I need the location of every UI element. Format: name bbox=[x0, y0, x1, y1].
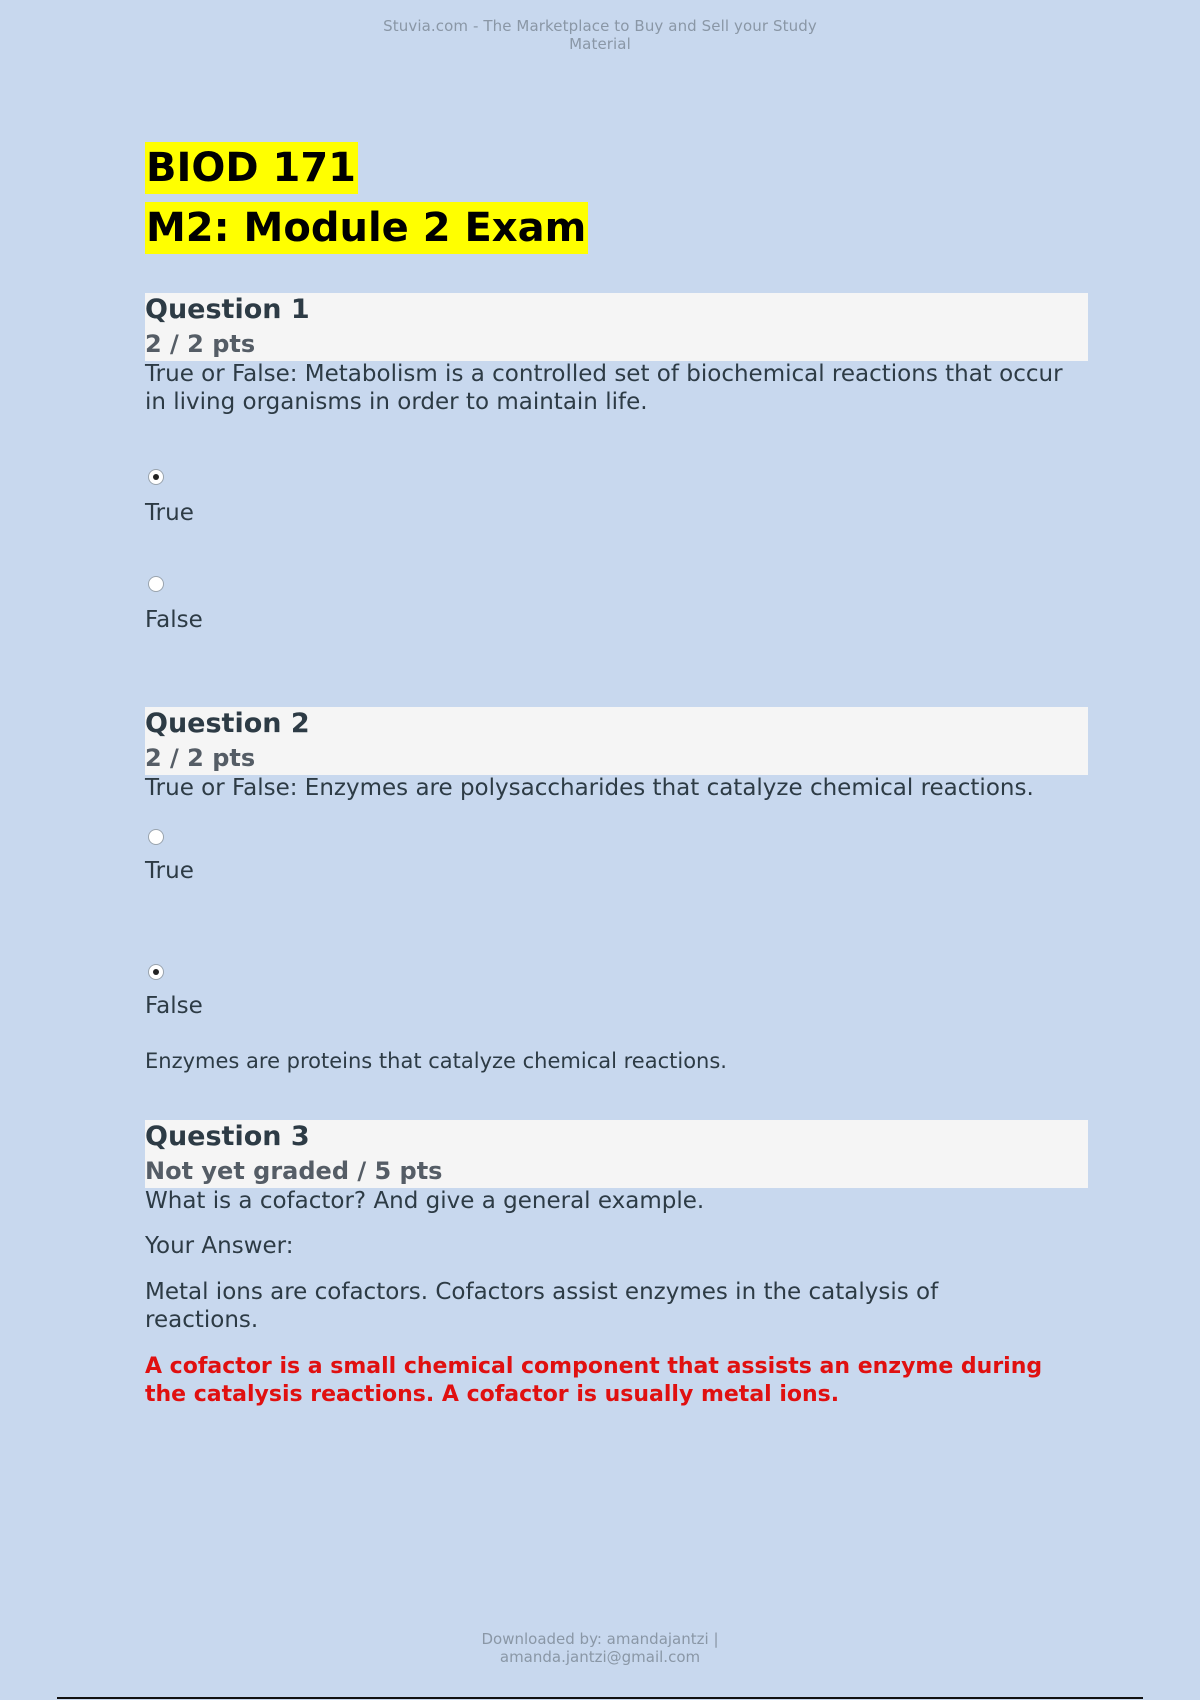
question-2-option-false-label: False bbox=[145, 993, 203, 1019]
question-1-title: Question 1 bbox=[145, 294, 310, 325]
your-answer-label: Your Answer: bbox=[145, 1233, 294, 1259]
question-3-prompt: What is a cofactor? And give a general example. bbox=[145, 1188, 705, 1214]
question-1-points: 2 / 2 pts bbox=[145, 330, 256, 358]
footer-downloaded-by: Downloaded by: amandajantzi | bbox=[481, 1630, 719, 1648]
header-watermark bbox=[0, 17, 1200, 53]
question-2-feedback: Enzymes are proteins that catalyze chemical reactions. bbox=[145, 1049, 727, 1073]
download-footer bbox=[0, 1630, 1200, 1666]
question-2-title: Question 2 bbox=[145, 708, 310, 739]
question-1-option-false-label: False bbox=[145, 607, 203, 633]
question-3-points: Not yet graded / 5 pts bbox=[145, 1157, 443, 1185]
question-2-radio-false[interactable] bbox=[148, 964, 164, 980]
question-3-title: Question 3 bbox=[145, 1121, 310, 1152]
question-1-header bbox=[145, 293, 1088, 361]
footer-email: amanda.jantzi@gmail.com bbox=[499, 1648, 701, 1666]
footer-divider bbox=[57, 1697, 1143, 1699]
question-1-option-true-label: True bbox=[145, 500, 194, 526]
question-2-radio-true[interactable] bbox=[148, 829, 164, 845]
question-2-option-true-label: True bbox=[145, 858, 194, 884]
question-3-correct-answer: A cofactor is a small chemical component that assists an enzyme during the catalysis reactions. A cofactor is usually metal ions. bbox=[145, 1354, 1043, 1407]
question-1-radio-true[interactable] bbox=[148, 469, 164, 485]
question-2-prompt: True or False: Enzymes are polysaccharides that catalyze chemical reactions. bbox=[145, 775, 1034, 801]
exam-title: M2: Module 2 Exam bbox=[145, 202, 588, 254]
question-1-prompt: True or False: Metabolism is a controlled set of biochemical reactions that occur in living organisms in order to maintain life. bbox=[145, 361, 1063, 415]
watermark-line-2: Material bbox=[569, 35, 631, 53]
question-2-header bbox=[145, 707, 1088, 775]
course-title: BIOD 171 bbox=[145, 142, 358, 194]
question-3-answer: Metal ions are cofactors. Cofactors assist enzymes in the catalysis of reactions. bbox=[145, 1279, 939, 1333]
question-2-points: 2 / 2 pts bbox=[145, 744, 256, 772]
question-1-radio-false[interactable] bbox=[148, 576, 164, 592]
watermark-line-1: Stuvia.com - The Marketplace to Buy and Sell your Study bbox=[383, 17, 817, 35]
question-3-header bbox=[145, 1120, 1088, 1188]
document-title bbox=[145, 142, 588, 262]
